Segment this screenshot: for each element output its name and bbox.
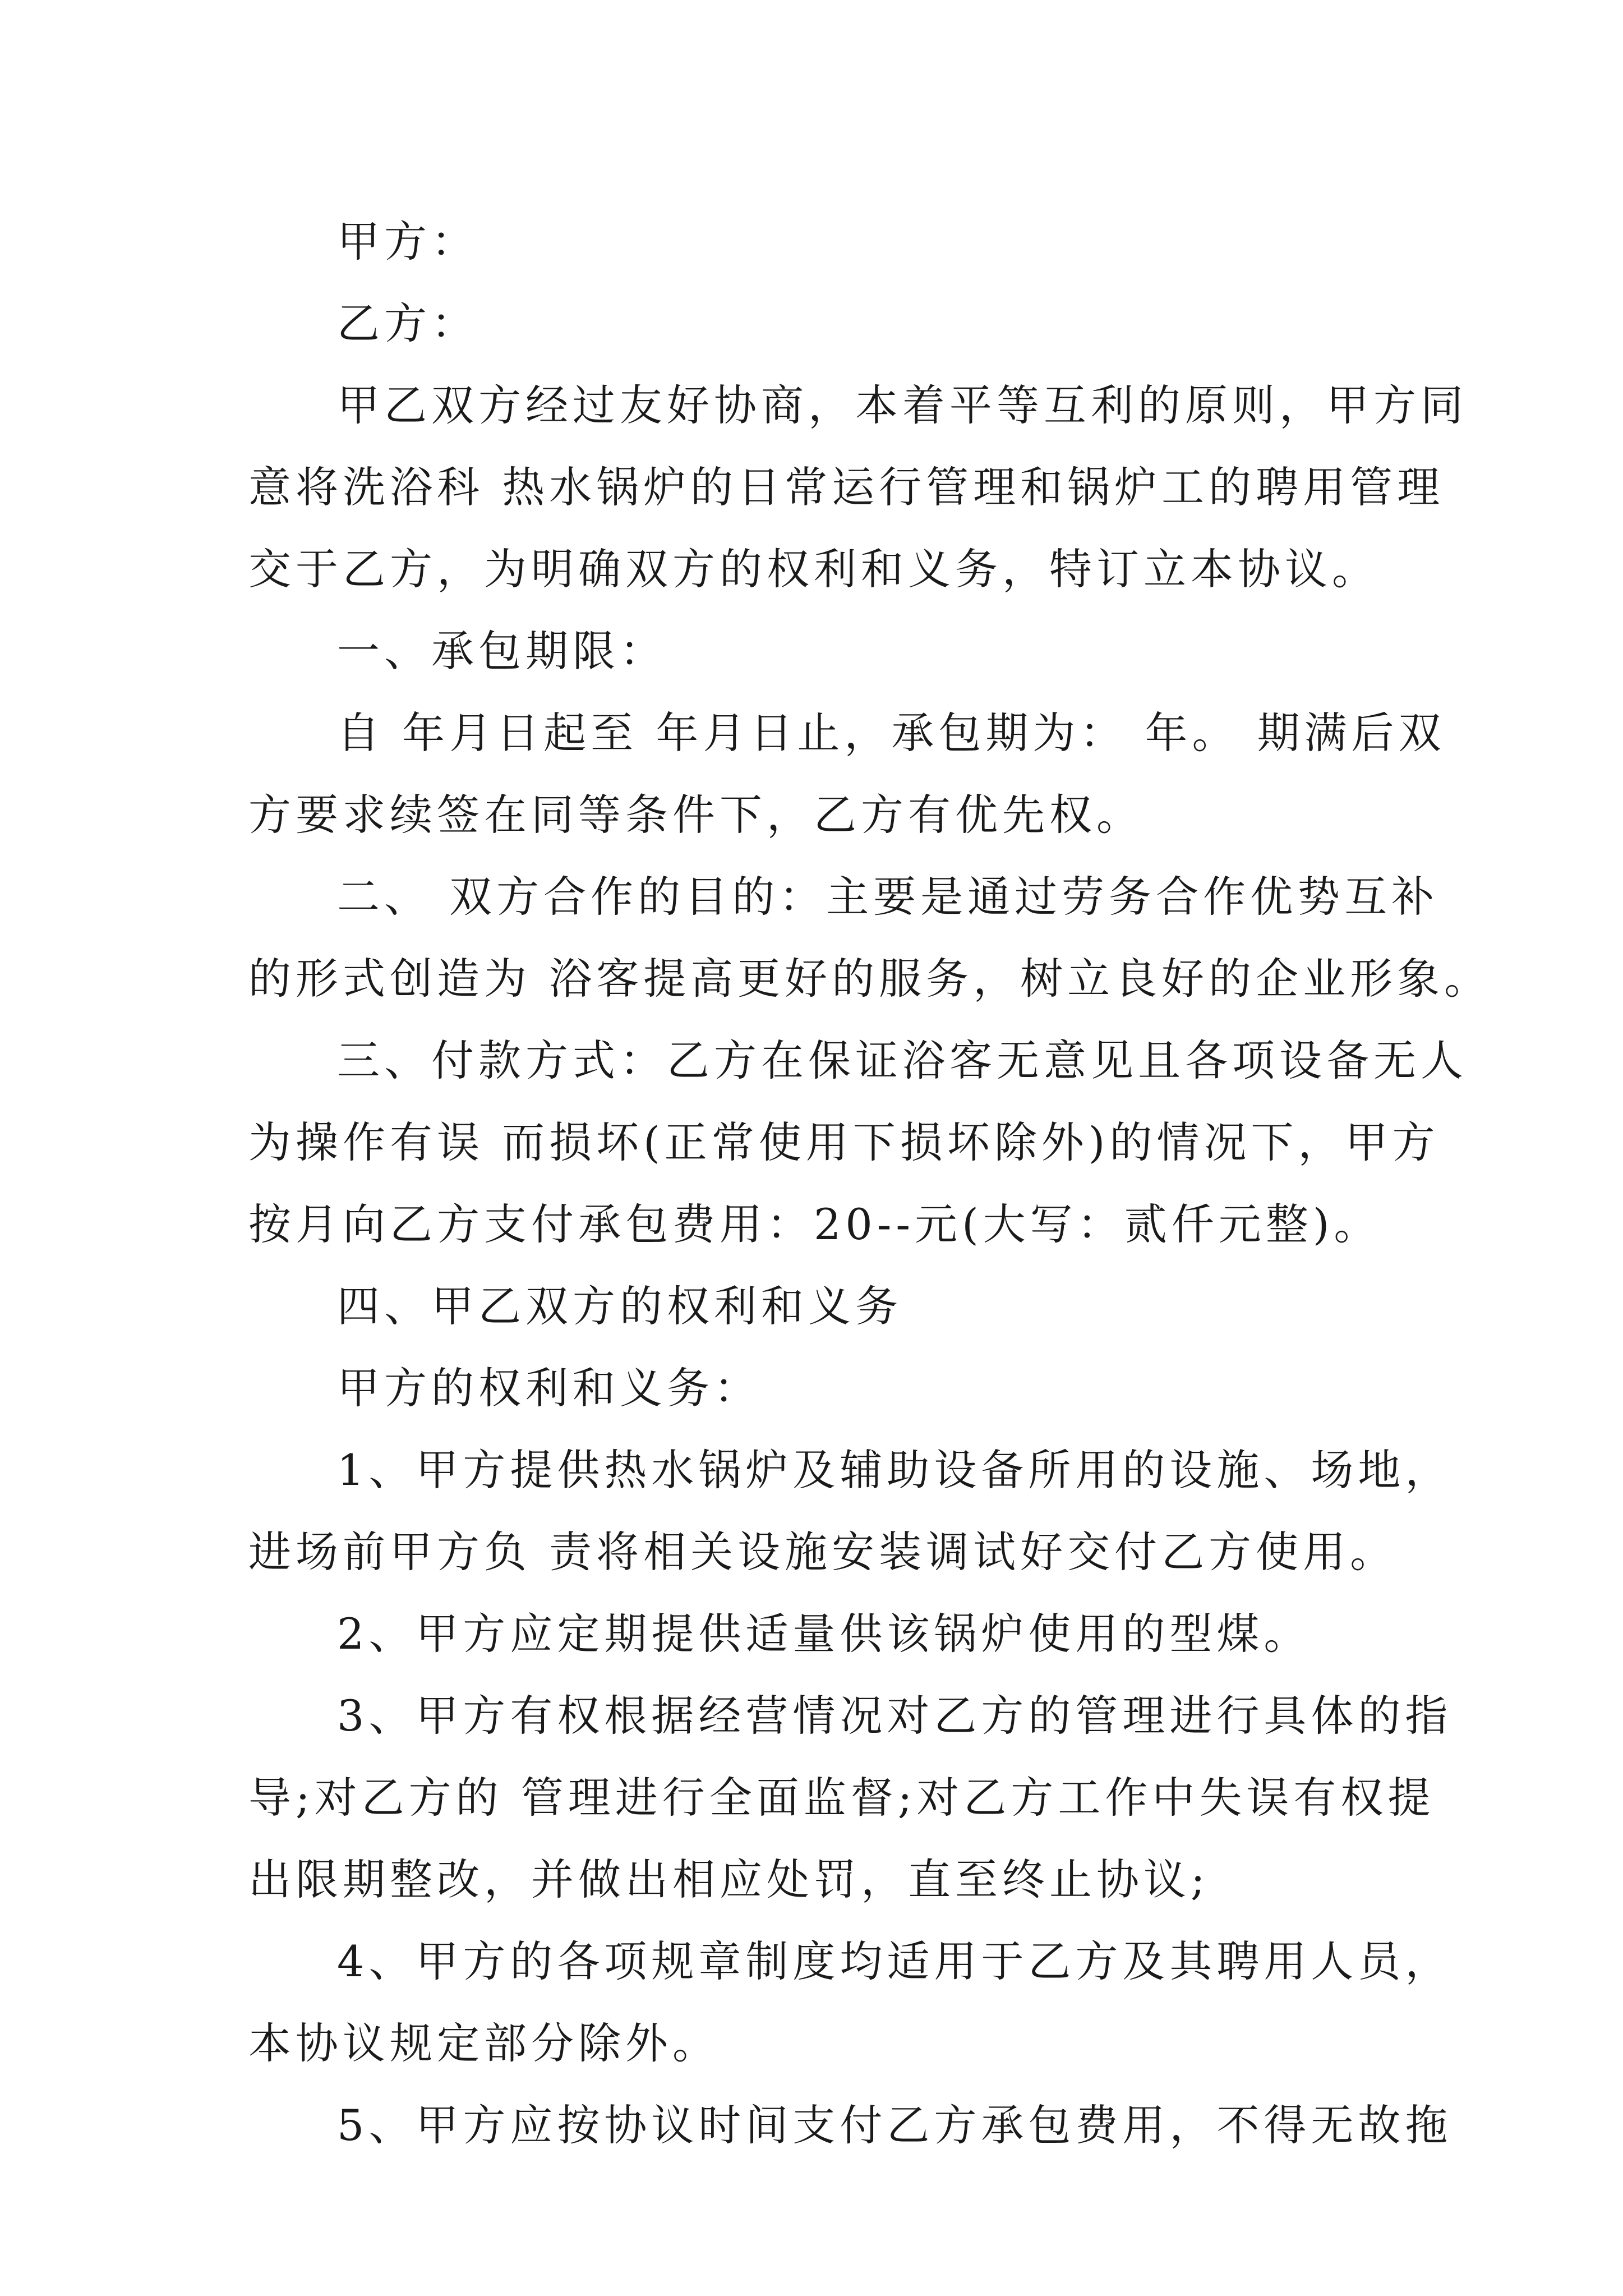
text-line: 为操作有误 而损坏(正常使用下损坏除外)的情况下，甲方 xyxy=(248,1117,1440,1167)
paragraph xyxy=(248,692,1446,856)
text-line: 本协议规定部分除外。 xyxy=(248,2018,720,2068)
text-line: 甲方的权利和义务： xyxy=(337,1363,761,1413)
paragraph xyxy=(248,1020,1468,1266)
text-line: 自 年月日起至 年月日止，承包期为： 年。 期满后双 xyxy=(337,708,1446,758)
text-line: 导;对乙方的 管理进行全面监督;对乙方工作中失误有权提 xyxy=(248,1773,1435,1823)
paragraph xyxy=(248,856,1492,1020)
paragraph xyxy=(248,610,1386,692)
text-line: 方要求续签在同等条件下，乙方有优先权。 xyxy=(248,790,1144,840)
paragraph xyxy=(248,201,1386,283)
text-line: 4、甲方的各项规章制度均适用于乙方及其聘用人员， xyxy=(337,1936,1453,1986)
text-line: 意将洗浴科 热水锅炉的日常运行管理和锅炉工的聘用管理 xyxy=(248,462,1445,512)
paragraph xyxy=(248,2085,1453,2166)
text-line: 甲乙双方经过友好协商，本着平等互利的原则，甲方同 xyxy=(337,380,1468,430)
paragraph xyxy=(248,1347,1386,1429)
text-line: 乙方： xyxy=(337,298,478,348)
text-line: 2、甲方应定期提供适量供该锅炉使用的型煤。 xyxy=(337,1609,1311,1659)
text-line: 进场前甲方负 责将相关设施安装调试好交付乙方使用。 xyxy=(248,1527,1398,1577)
text-line: 5、甲方应按协议时间支付乙方承包费用，不得无故拖 xyxy=(337,2100,1453,2150)
text-line: 按月向乙方支付承包费用：20--元(大写：贰仟元整)。 xyxy=(248,1199,1381,1249)
paragraph xyxy=(248,1593,1386,1675)
text-line: 1、甲方提供热水锅炉及辅助设备所用的设施、场地， xyxy=(337,1445,1453,1495)
text-line: 的形式创造为 浴客提高更好的服务，树立良好的企业形象。 xyxy=(248,954,1492,1004)
text-line: 交于乙方，为明确双方的权利和义务，特订立本协议。 xyxy=(248,544,1379,594)
paragraph xyxy=(248,1266,1386,1347)
text-line: 一、承包期限： xyxy=(337,626,667,676)
text-line: 二、 双方合作的目的：主要是通过劳务合作优势互补 xyxy=(337,872,1439,922)
text-line: 三、付款方式：乙方在保证浴客无意见且各项设备无人 xyxy=(337,1036,1468,1085)
text-line: 出限期整改，并做出相应处罚，直至终止协议; xyxy=(248,1855,1210,1904)
paragraph xyxy=(248,283,1386,365)
paragraph xyxy=(248,1429,1453,1593)
paragraph xyxy=(248,1921,1453,2085)
paragraph xyxy=(248,365,1468,610)
text-line: 四、甲乙双方的权利和义务 xyxy=(337,1281,902,1331)
text-line: 3、甲方有权根据经营情况对乙方的管理进行具体的指 xyxy=(337,1691,1453,1741)
text-line: 甲方： xyxy=(337,217,478,266)
paragraph xyxy=(248,1675,1453,1921)
document-body xyxy=(248,201,1492,2166)
